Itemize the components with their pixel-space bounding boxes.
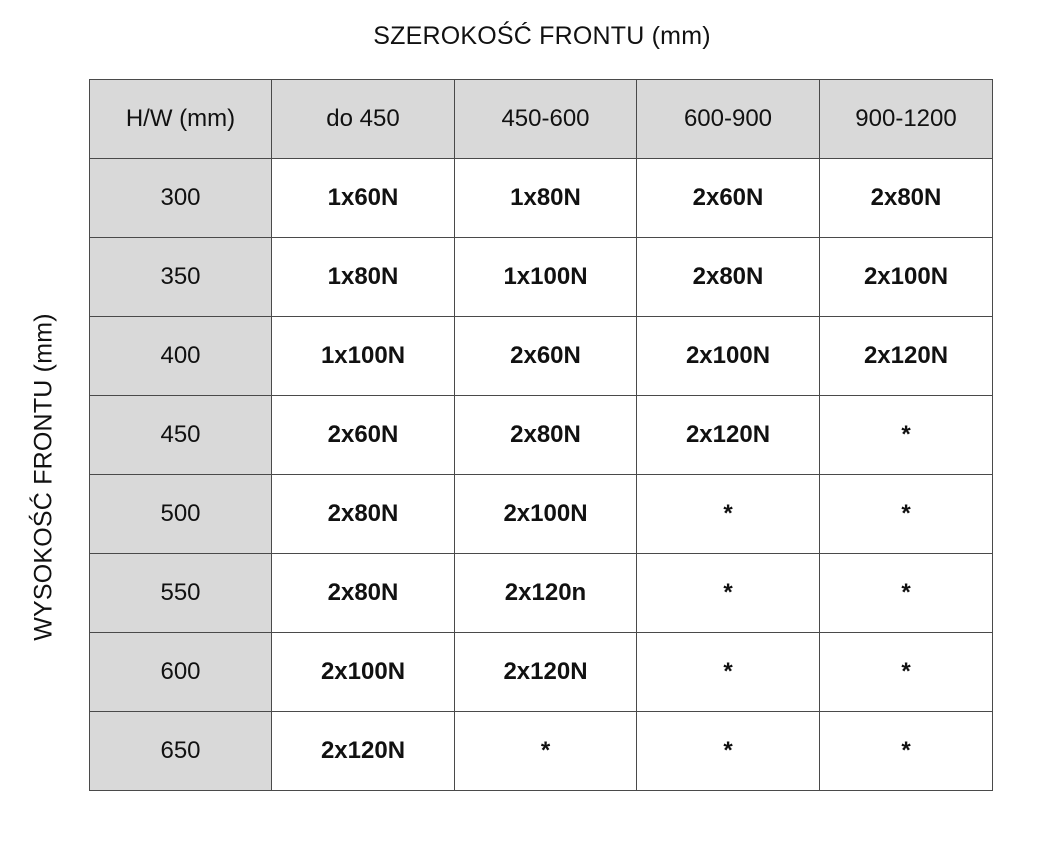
table-cell: * (820, 633, 993, 712)
table-row (90, 238, 993, 317)
table-cell: 2x80N (455, 396, 637, 475)
table-cell: 2x120N (455, 633, 637, 712)
row-header-cell: 450 (90, 396, 272, 475)
table-cell: * (820, 554, 993, 633)
table-cell: * (637, 633, 820, 712)
table-cell: 1x60N (272, 159, 455, 238)
table-cell: 1x100N (455, 238, 637, 317)
table-cell: * (820, 475, 993, 554)
table-cell: * (455, 712, 637, 791)
table-cell: * (820, 396, 993, 475)
header-row (90, 80, 993, 159)
table-cell: * (820, 712, 993, 791)
table-cell: 2x60N (272, 396, 455, 475)
table-cell: 2x120N (272, 712, 455, 791)
column-header-cell: 450-600 (455, 80, 637, 159)
table-cell: 2x80N (272, 554, 455, 633)
table-cell: 2x100N (820, 238, 993, 317)
table-row (90, 159, 993, 238)
table-cell: 1x80N (455, 159, 637, 238)
table-cell: * (637, 712, 820, 791)
table-row (90, 396, 993, 475)
table-cell: 2x60N (637, 159, 820, 238)
table-cell: 2x80N (820, 159, 993, 238)
spring-selection-table (89, 79, 993, 791)
column-header-cell: 600-900 (637, 80, 820, 159)
table-row (90, 475, 993, 554)
table-cell: 2x60N (455, 317, 637, 396)
row-header-cell: 600 (90, 633, 272, 712)
height-axis-title: WYSOKOŚĆ FRONTU (mm) (29, 313, 58, 641)
table-cell: 1x80N (272, 238, 455, 317)
row-header-cell: 650 (90, 712, 272, 791)
table-cell: * (637, 554, 820, 633)
table-row (90, 554, 993, 633)
row-header-cell: 550 (90, 554, 272, 633)
width-axis-title: SZEROKOŚĆ FRONTU (mm) (373, 22, 711, 50)
table-cell: 2x80N (272, 475, 455, 554)
column-header-cell: 900-1200 (820, 80, 993, 159)
row-header-cell: 400 (90, 317, 272, 396)
table-cell: 2x100N (637, 317, 820, 396)
table-row (90, 317, 993, 396)
table-cell: 2x120n (455, 554, 637, 633)
table-cell: 1x100N (272, 317, 455, 396)
row-header-cell: 500 (90, 475, 272, 554)
row-header-cell: 350 (90, 238, 272, 317)
table-cell: 2x120N (637, 396, 820, 475)
table-cell: 2x120N (820, 317, 993, 396)
table-cell: 2x100N (455, 475, 637, 554)
column-header-cell: do 450 (272, 80, 455, 159)
corner-header-cell: H/W (mm) (90, 80, 272, 159)
table-cell: 2x80N (637, 238, 820, 317)
row-header-cell: 300 (90, 159, 272, 238)
table-cell: * (637, 475, 820, 554)
table-row (90, 633, 993, 712)
table-cell: 2x100N (272, 633, 455, 712)
table-row (90, 712, 993, 791)
